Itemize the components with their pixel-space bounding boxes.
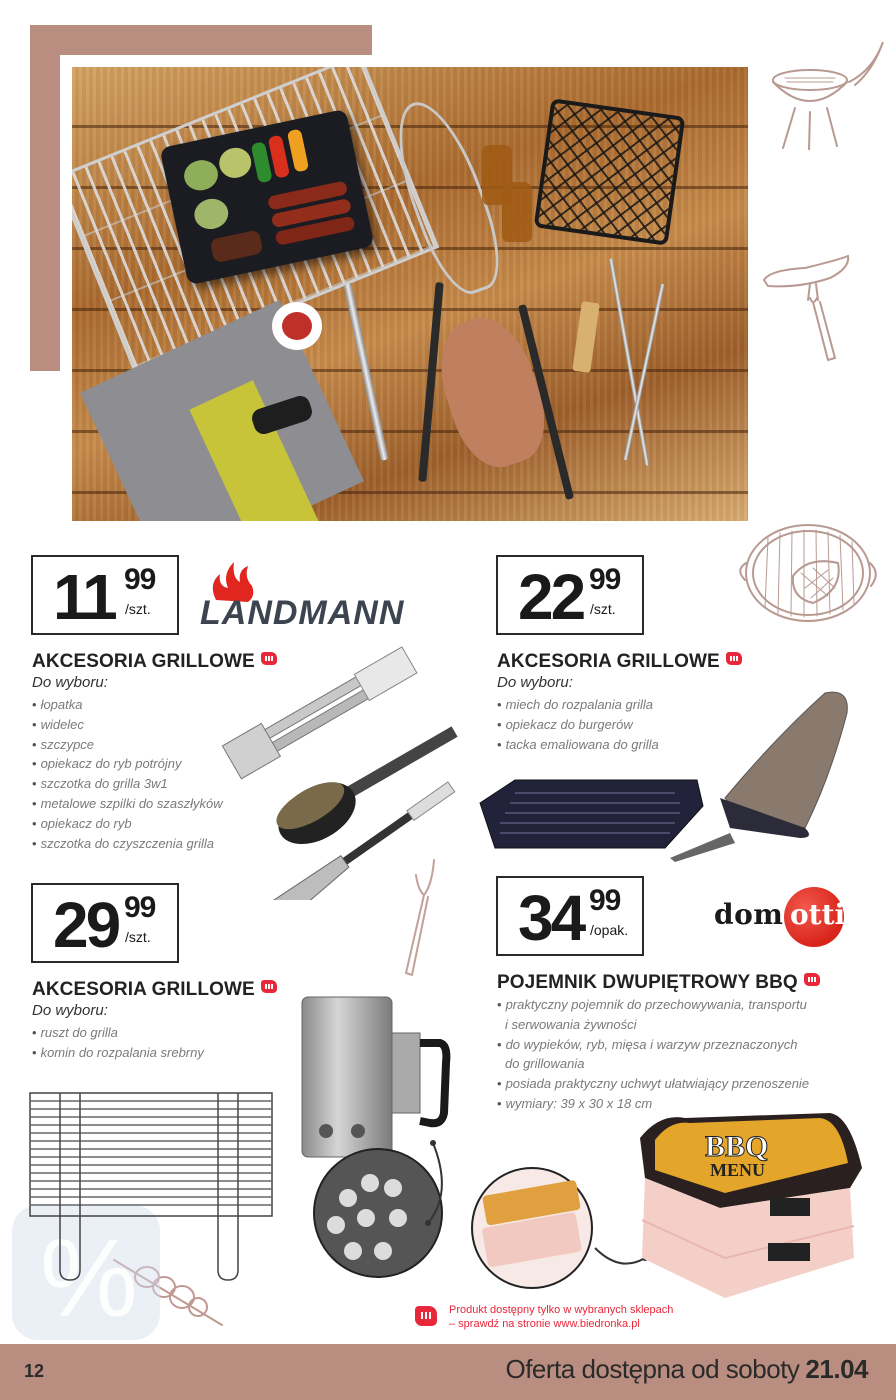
- selected-stores-badge-icon: [261, 980, 277, 993]
- product-1-title: AKCESORIA GRILLOWE: [32, 651, 277, 673]
- product-2-title: AKCESORIA GRILLOWE: [497, 651, 742, 673]
- list-item: • szczotka do grilla 3w1: [32, 774, 223, 794]
- oil-bottle: [502, 182, 532, 242]
- price-main: 34: [518, 882, 584, 954]
- product-3-title: AKCESORIA GRILLOWE: [32, 979, 277, 1001]
- selected-stores-badge-icon: [804, 973, 820, 986]
- grill-fork: [343, 283, 388, 461]
- product-4-image-bbq-container: [470, 1108, 870, 1303]
- price-tag-product-1: [31, 555, 179, 635]
- round-grill-with-steak-sketch: [733, 518, 883, 628]
- list-item-continuation: i serwowania żywności: [505, 1016, 637, 1032]
- box-label-menu: MENU: [710, 1160, 765, 1180]
- price-main: 22: [518, 561, 584, 633]
- list-item: • wymiary: 39 x 30 x 18 cm: [497, 1094, 809, 1114]
- offer-availability: Oferta dostępna od soboty 21.04: [505, 1354, 868, 1384]
- price-unit: /opak.: [590, 922, 629, 938]
- list-item: • opiekacz do ryb potrójny: [32, 754, 223, 774]
- product-3-image-grill-grate: [28, 1090, 276, 1285]
- list-item: • miech do rozpalania grilla: [497, 695, 659, 715]
- list-item: • szczypce: [32, 735, 223, 755]
- price-cents: 99: [124, 891, 156, 924]
- domotti-logo: dom otti: [712, 882, 862, 952]
- list-item: • posiada praktyczny uchwyt ułatwiający przenoszenie: [497, 1074, 809, 1094]
- product-3-image-chimney-starter: [288, 993, 453, 1288]
- brush-wooden-handle: [572, 301, 600, 373]
- list-item-continuation: do grillowania: [505, 1056, 585, 1072]
- box-label-bbq: BBQ: [705, 1130, 769, 1163]
- footer-band: [0, 1344, 896, 1400]
- grill-turner: [418, 282, 443, 482]
- product-3-options-list: [32, 1023, 204, 1063]
- offer-date: 21.04: [805, 1354, 868, 1384]
- list-item: • opiekacz do burgerów: [497, 715, 659, 735]
- product-1-subtitle: Do wyboru:: [32, 674, 108, 691]
- price-tag-product-3: [31, 883, 179, 963]
- product-4-title: POJEMNIK DWUPIĘTROWY BBQ: [497, 972, 820, 994]
- bellows: [426, 307, 558, 477]
- list-item: • komin do rozpalania srebrny: [32, 1043, 204, 1063]
- price-cents: 99: [589, 563, 621, 596]
- product-4-features-list: [497, 995, 809, 1114]
- list-item: • opiekacz do ryb: [32, 814, 223, 834]
- price-unit: /szt.: [125, 929, 151, 945]
- list-item: • łopatka: [32, 695, 223, 715]
- page-number: 12: [24, 1361, 45, 1381]
- product-1-image-tongs-brush-spatula: [220, 645, 480, 900]
- list-item: • ruszt do grilla: [32, 1023, 204, 1043]
- price-unit: /szt.: [125, 601, 151, 617]
- list-item: • praktyczny pojemnik do przechowywania, transportu: [497, 995, 809, 1015]
- price-main: 29: [53, 889, 119, 961]
- list-item: • do wypieków, ryb, mięsa i warzyw przeznaczonych: [497, 1035, 809, 1055]
- percent-icon: %: [40, 1217, 138, 1340]
- kettle-grill-sketch: [765, 30, 890, 150]
- price-unit: /szt.: [590, 601, 616, 617]
- list-item: • tacka emaliowana do grilla: [497, 735, 659, 755]
- price-cents: 99: [124, 563, 156, 596]
- price-main: 11: [53, 561, 115, 633]
- store-link-text: – sprawdź na stronie www.biedronka.pl: [449, 1318, 640, 1330]
- product-1-options-list: [32, 695, 223, 853]
- landmann-logo: LANDMANN: [198, 560, 453, 635]
- product-3-subtitle: Do wyboru:: [32, 1002, 108, 1019]
- hero-grill-accessories-photo: [72, 67, 748, 521]
- poland-map-icon: [415, 1306, 437, 1326]
- list-item: • widelec: [32, 715, 223, 735]
- list-item: • metalowe szpilki do szaszłyków: [32, 794, 223, 814]
- product-2-subtitle: Do wyboru:: [497, 674, 573, 691]
- price-tag-product-4: [496, 876, 644, 956]
- burger-basket: [534, 98, 686, 246]
- price-tag-product-2: [496, 555, 644, 635]
- decorative-frame-top: [30, 25, 372, 55]
- product-2-image-tray-and-bellows: [475, 688, 875, 868]
- sausage-on-fork-sketch: [760, 250, 855, 370]
- bowl-of-tomatoes: [272, 302, 322, 350]
- decorative-frame-left: [30, 25, 60, 371]
- price-cents: 99: [589, 884, 621, 917]
- selected-stores-badge-icon: [726, 652, 742, 665]
- list-item: • szczotka do czyszczenia grilla: [32, 834, 223, 854]
